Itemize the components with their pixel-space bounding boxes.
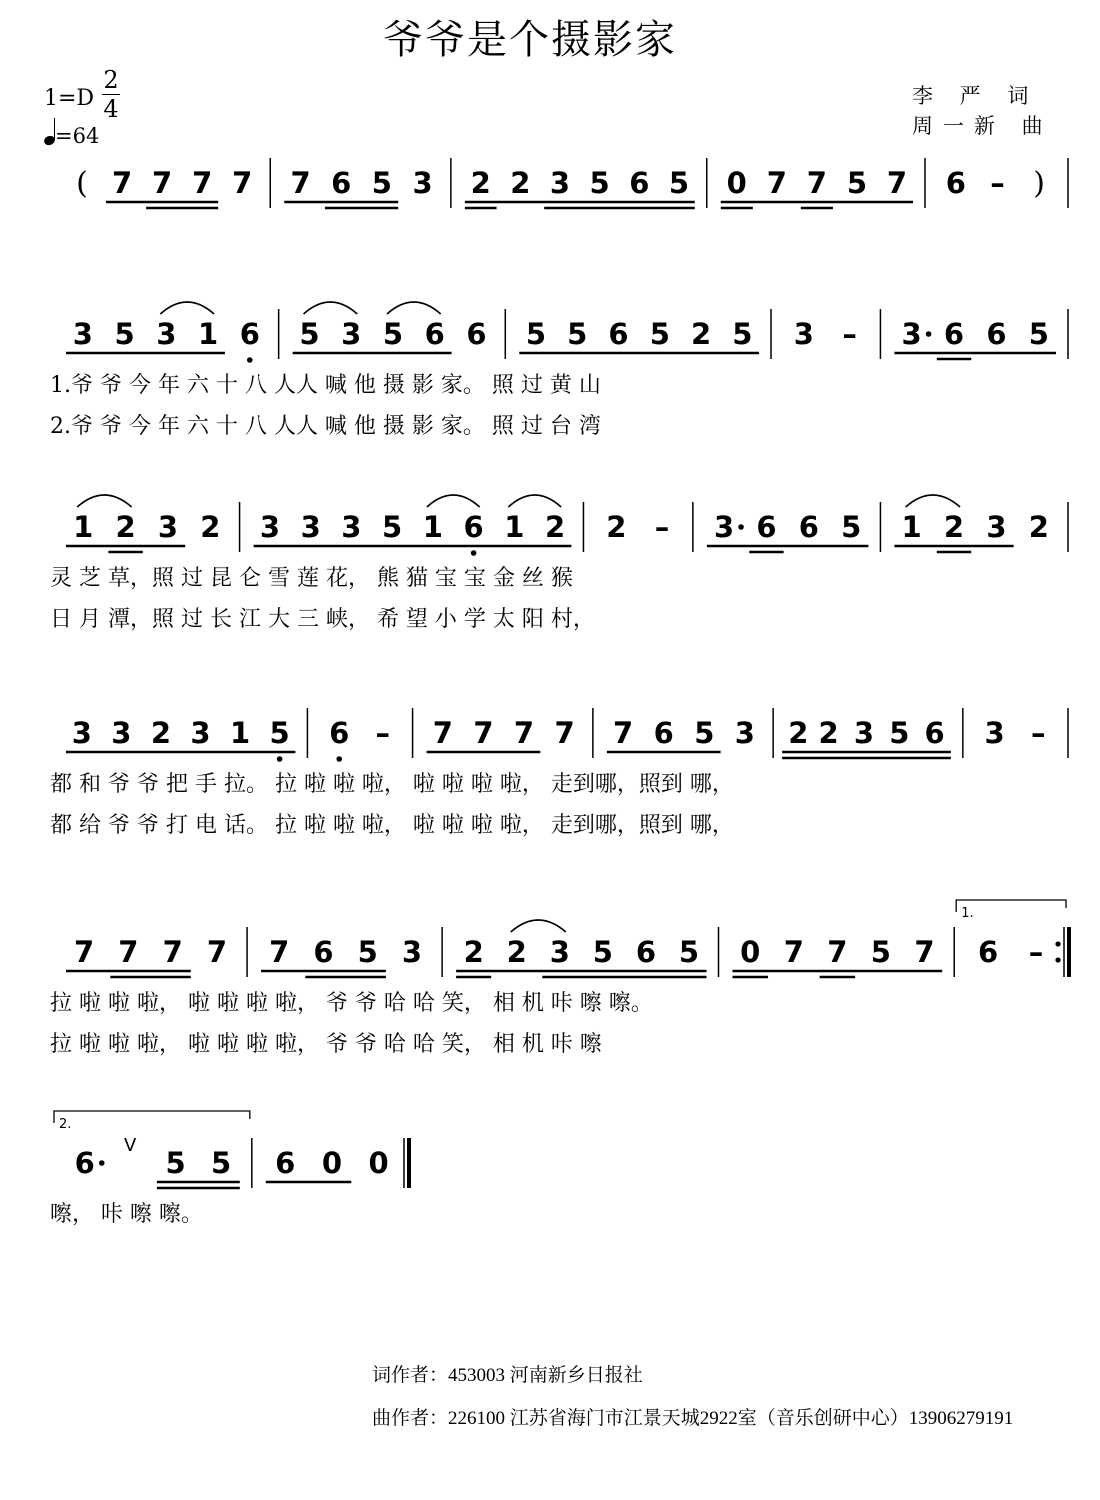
note: 3 (984, 716, 1005, 750)
note-dash: – (375, 716, 391, 750)
note: 7 (473, 716, 494, 750)
note: 2 (606, 510, 627, 544)
note: 5 (114, 317, 135, 351)
note: 7 (206, 935, 228, 969)
note: 5 (525, 317, 547, 351)
lyric-line: 2.爷 爷 今 年 六 十 八 人人 喊 他 摄 影 家。 照 过 台 湾 (50, 414, 601, 439)
lyric-line: 灵 芝 草，照 过 昆 仑 雪 莲 花， 熊 猫 宝 宝 金 丝 猴 (50, 566, 573, 591)
volta-number: 1. (961, 906, 974, 921)
note: 0 (321, 1146, 343, 1180)
slur (387, 302, 441, 314)
note: 7 (886, 166, 908, 200)
note: 6 (329, 716, 350, 750)
note: 5 (589, 166, 610, 200)
lyric-line: 都 和 爷 爷 把 手 拉。 拉 啦 啦 啦， 啦 啦 啦 啦， 走到哪，照到 哪， (50, 772, 734, 797)
note: 3 (157, 510, 179, 544)
key-signature: 1=D (44, 86, 95, 111)
note: 2 (150, 716, 172, 750)
note: 7 (806, 166, 827, 200)
composer-credit: 周一新 曲 (912, 114, 1053, 138)
note: 6 (978, 935, 999, 969)
note: 3 (341, 510, 362, 544)
note: 3 (401, 935, 423, 969)
note: 7 (192, 166, 213, 200)
note: 6 (74, 1146, 95, 1180)
time-signature-top: 2 (103, 66, 119, 94)
note: 3 (72, 317, 93, 351)
note-dash: – (1030, 716, 1046, 750)
note: 7 (152, 166, 173, 200)
note: 1 (197, 317, 219, 351)
page-title: 爷爷是个摄影家 (383, 17, 677, 63)
note: 3 (793, 317, 814, 351)
note: 3 (190, 716, 211, 750)
note: 6 (945, 166, 966, 200)
note: 7 (783, 935, 804, 969)
note: 7 (162, 935, 183, 969)
note: 7 (554, 716, 575, 750)
note: 5 (649, 317, 670, 351)
note: 3 (901, 317, 922, 351)
note: 5 (357, 935, 378, 969)
note-dash: – (1028, 935, 1044, 969)
note: 2 (115, 510, 136, 544)
note: 6 (943, 317, 965, 351)
note: 6 (466, 317, 487, 351)
note: 5 (870, 935, 891, 969)
note: 6 (608, 317, 629, 351)
note: 5 (592, 935, 613, 969)
note: 3 (853, 716, 875, 750)
breath-mark: V (124, 1135, 137, 1156)
repeat-dot (1055, 957, 1060, 962)
volta-number: 2. (59, 1117, 72, 1132)
note: 1 (422, 510, 443, 544)
composer-address: 曲作者：226100 江苏省海门市江景天城2922室（音乐创研中心）13906279191 (372, 1408, 1014, 1429)
note: 7 (432, 716, 453, 750)
note: 2 (463, 935, 484, 969)
note: 6 (275, 1146, 296, 1180)
lyric-line: 嚓， 咔 嚓 嚓。 (50, 1202, 203, 1227)
note: 5 (371, 166, 392, 200)
lyric-line: 都 给 爷 爷 打 电 话。 拉 啦 啦 啦， 啦 啦 啦 啦， 走到哪，照到 哪， (50, 813, 734, 838)
lyricist-address: 词作者：453003 河南新乡日报社 (372, 1365, 643, 1386)
note: 7 (914, 935, 935, 969)
note: 5 (382, 510, 403, 544)
note: 5 (678, 935, 700, 969)
note: 6 (653, 716, 674, 750)
note: 5 (269, 716, 290, 750)
note: 5 (889, 716, 910, 750)
note: 3 (713, 510, 735, 544)
note: 7 (232, 166, 253, 200)
note: 6 (424, 317, 445, 351)
note: 6 (756, 510, 777, 544)
note: 6 (986, 317, 1007, 351)
note: 5 (299, 317, 320, 351)
repeat-dot (1055, 941, 1060, 946)
note: 6 (331, 166, 352, 200)
note: 6 (313, 935, 334, 969)
note: 0 (368, 1146, 389, 1180)
repeat-parenthesis: ( (76, 166, 88, 201)
note: 5 (732, 317, 753, 351)
note: 6 (635, 935, 657, 969)
repeat-parenthesis: ) (1033, 166, 1046, 201)
note: 7 (827, 935, 848, 969)
slur (508, 495, 561, 507)
augmentation-dot (738, 524, 744, 530)
note: 6 (798, 510, 819, 544)
lyric-line: 拉 啦 啦 啦， 啦 啦 啦 啦， 爷 爷 哈 哈 笑， 相 机 咔 嚓 嚓。 (50, 991, 653, 1016)
slur (427, 495, 480, 507)
note: 3 (71, 716, 92, 750)
note: 6 (629, 166, 650, 200)
note: 0 (726, 166, 747, 200)
note: 2 (788, 716, 809, 750)
note: 5 (846, 166, 868, 200)
note: 3 (986, 510, 1007, 544)
lyric-line: 1.爷 爷 今 年 六 十 八 人人 喊 他 摄 影 家。 照 过 黄 山 (50, 373, 601, 398)
note-dash: – (990, 166, 1005, 200)
note-dash: – (654, 510, 670, 544)
note: 2 (544, 510, 566, 544)
note: 7 (290, 166, 311, 200)
note: 5 (210, 1146, 232, 1180)
tempo-value: =64 (55, 124, 100, 148)
note: 3 (300, 510, 321, 544)
note: 5 (841, 510, 862, 544)
note: 5 (165, 1146, 186, 1180)
note: 2 (510, 166, 531, 200)
note: 7 (513, 716, 535, 750)
note: 2 (506, 935, 527, 969)
slur (160, 302, 214, 314)
note: 1 (901, 510, 922, 544)
time-signature-bottom: 4 (103, 95, 119, 123)
lyricist-credit: 李 严 词 (912, 84, 1039, 108)
note: 7 (766, 166, 787, 200)
note: 2 (690, 317, 712, 351)
note: 0 (740, 935, 761, 969)
note: 5 (1028, 317, 1049, 351)
note: 5 (668, 166, 690, 200)
note: 7 (269, 935, 290, 969)
note: 1 (73, 510, 94, 544)
note: 6 (463, 510, 484, 544)
note: 3 (259, 510, 281, 544)
note: 6 (924, 716, 945, 750)
slur (511, 920, 566, 932)
note: 3 (549, 935, 570, 969)
note: 7 (118, 935, 139, 969)
note: 3 (734, 716, 755, 750)
note: 2 (818, 716, 839, 750)
note: 7 (111, 166, 133, 200)
octave-dot-low (247, 357, 253, 363)
note: 2 (1028, 510, 1049, 544)
volta-bracket (54, 1111, 250, 1123)
note: 3 (341, 317, 362, 351)
lyric-line: 日 月 潭，照 过 长 江 大 三 峡， 希 望 小 学 太 阳 村， (50, 607, 595, 632)
note: 3 (412, 166, 433, 200)
note-dash: – (842, 317, 857, 351)
note: 5 (694, 716, 715, 750)
slur (906, 495, 960, 507)
octave-dot-low (277, 756, 283, 762)
note: 1 (229, 716, 251, 750)
note: 7 (74, 935, 95, 969)
octave-dot-low (336, 756, 342, 762)
note: 7 (613, 716, 634, 750)
note: 3 (156, 317, 177, 351)
note: 6 (239, 317, 260, 351)
note: 5 (567, 317, 588, 351)
note: 3 (111, 716, 132, 750)
note: 2 (943, 510, 965, 544)
slur (77, 495, 131, 507)
note: 2 (470, 166, 491, 200)
augmentation-dot (926, 331, 932, 337)
note: 2 (200, 510, 221, 544)
note: 1 (504, 510, 525, 544)
augmentation-dot (99, 1160, 105, 1166)
octave-dot-low (471, 550, 477, 556)
note: 5 (382, 317, 404, 351)
slur (304, 302, 358, 314)
lyric-line: 拉 啦 啦 啦， 啦 啦 啦 啦， 爷 爷 哈 哈 笑， 相 机 咔 嚓 (50, 1032, 602, 1057)
note: 3 (549, 166, 571, 200)
